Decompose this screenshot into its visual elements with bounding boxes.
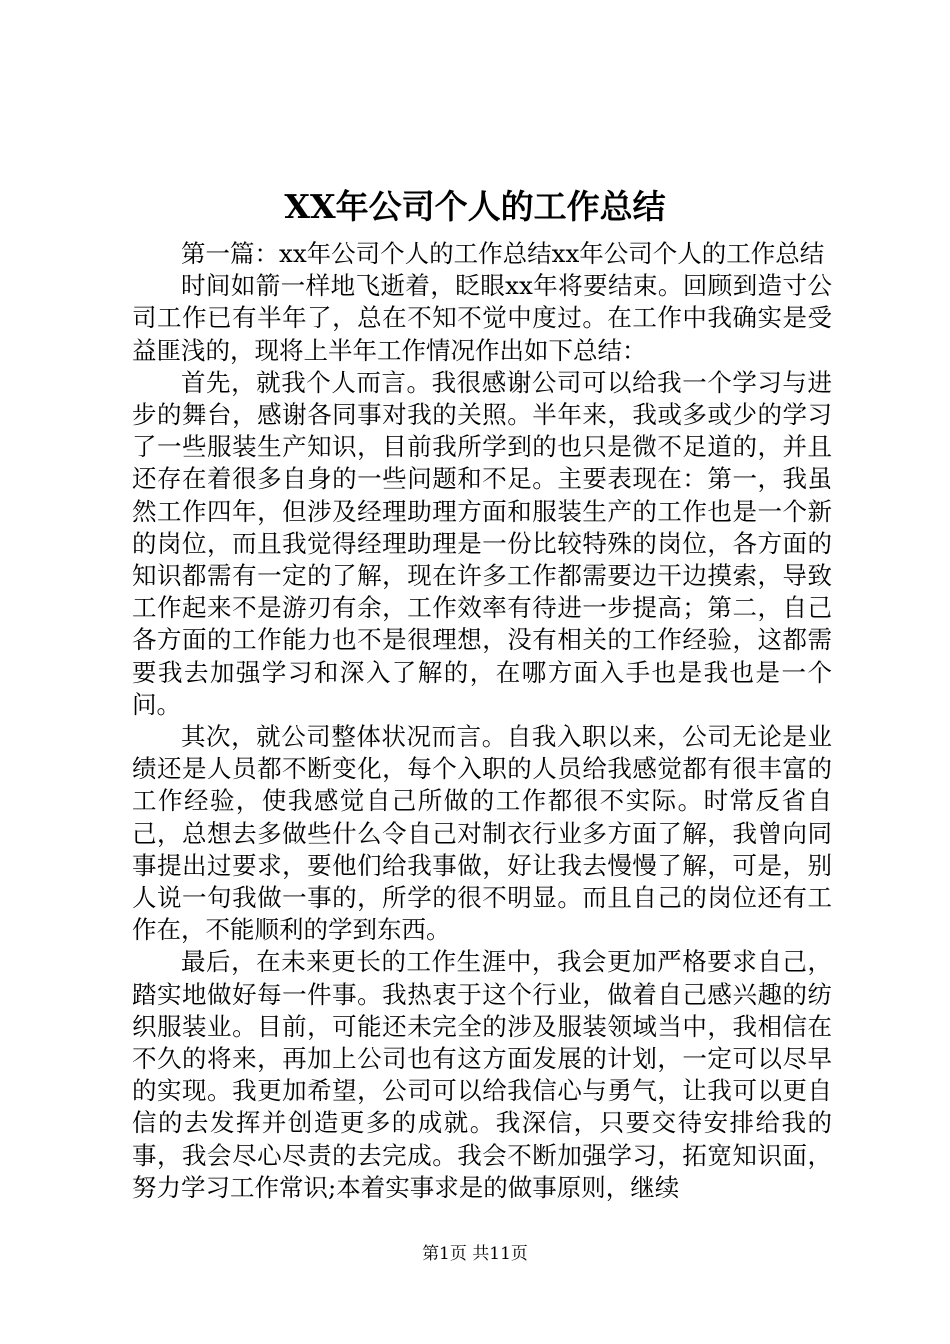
paragraph-heading-line: 第一篇：xx年公司个人的工作总结xx年公司个人的工作总结: [181, 239, 825, 268]
document-title: XX年公司个人的工作总结: [284, 187, 666, 226]
paragraph-second: 其次，就公司整体状况而言。自我入职以来，公司无论是业绩还是人员都不断变化，每个入职的人员给我感觉都有很丰富的工作经验，使我感觉自己所做的工作都很不实际。时常反省自己，总想去多做些什么令自己对制衣行业多方面了解，我曾向同事提出过要求，要他们给我事做，好让我去慢慢了解，可是，别人说一句我做一事的，所学的很不明显。而且自己的岗位还有工作在，不能顺利的学到东西。: [132, 722, 832, 945]
paragraph-last: 最后，在未来更长的工作生涯中，我会更加严格要求自己，踏实地做好每一件事。我热衷于这个行业，做着自己感兴趣的纺织服装业。目前，可能还未完全的涉及服装领域当中，我相信在不久的将来，再加上公司也有这方面发展的计划，一定可以尽早的实现。我更加希望，公司可以给我信心与勇气，让我可以更自信的去发挥并创造更多的成就。我深信，只要交待安排给我的事，我会尽心尽责的去完成。我会不断加强学习，拓宽知识面，努力学习工作常识;本着实事求是的做事原则，继续: [132, 947, 832, 1202]
paragraph-first: 首先，就我个人而言。我很感谢公司可以给我一个学习与进步的舞台，感谢各同事对我的关照。半年来，我或多或少的学习了一些服装生产知识，目前我所学到的也只是微不足道的，并且还存在着很多自身的一些问题和不足。主要表现在：第一，我虽然工作四年，但涉及经理助理方面和服装生产的工作也是一个新的岗位，而且我觉得经理助理是一份比较特殊的岗位，各方面的知识都需有一定的了解，现在许多工作都需要边干边摸索，导致工作起来不是游刃有余，工作效率有待进一步提高；第二，自己各方面的工作能力也不是很理想，没有相关的工作经验，这都需要我去加强学习和深入了解的，在哪方面入手也是我也是一个问。: [132, 367, 832, 719]
page-number-footer: 第1页 共11页: [422, 1244, 528, 1264]
paragraph-intro: 时间如箭一样地飞逝着，眨眼xx年将要结束。回顾到造寸公司工作已有半年了，总在不知不觉中度过。在工作中我确实是受益匪浅的，现将上半年工作情况作出如下总结：: [132, 271, 832, 365]
document-body: [132, 238, 832, 1204]
